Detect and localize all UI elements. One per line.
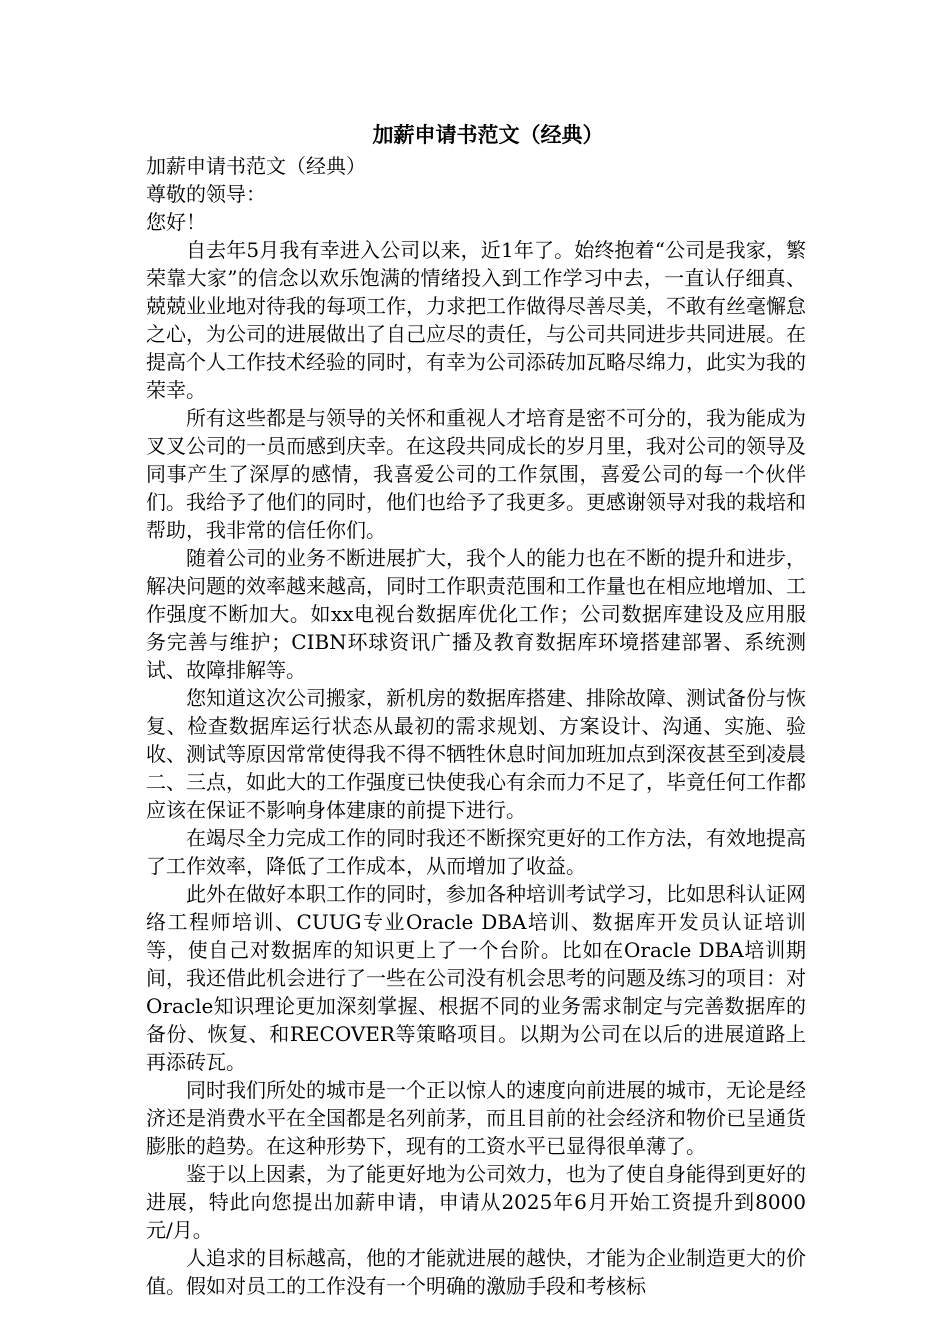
- document-page: [146, 118, 806, 1300]
- paragraph-7: 同时我们所处的城市是一个正以惊人的速度向前进展的城市，无论是经济还是消费水平在全国都是名列前茅，而且目前的社会经济和物价已呈通货膨胀的趋势。在这种形势下，现有的工资水平已显得很单薄了。: [146, 1078, 806, 1158]
- paragraph-5: 在竭尽全力完成工作的同时我还不断探究更好的工作方法，有效地提高了工作效率，降低了工作成本，从而增加了收益。: [146, 826, 806, 878]
- document-title: 加薪申请书范文（经典）: [372, 123, 604, 147]
- salutation: 尊敬的领导：: [146, 182, 266, 206]
- greeting: 您好！: [146, 210, 206, 234]
- paragraph-2: 所有这些都是与领导的关怀和重视人才培育是密不可分的，我为能成为叉叉公司的一员而感到庆幸。在这段共同成长的岁月里，我对公司的领导及同事产生了深厚的感情，我喜爱公司的工作氛围，喜爱公司的每一个伙伴们。我给予了他们的同时，他们也给予了我更多。更感谢领导对我的栽培和帮助，我非常的信任你们。: [146, 406, 806, 542]
- paragraph-4: 您知道这次公司搬家，新机房的数据库搭建、排除故障、测试备份与恢复、检查数据库运行状态从最初的需求规划、方案设计、沟通、实施、验收、测试等原因常常使得我不得不牺牲休息时间加班加点到深夜甚至到凌晨二、三点，如此大的工作强度已快使我心有余而力不足了，毕竟任何工作都应该在保证不影响身体建康的前提下进行。: [146, 686, 806, 822]
- paragraph-1: 自去年5月我有幸进入公司以来，近1年了。始终抱着“公司是我家，繁荣靠大家”的信念以欢乐饱满的情绪投入到工作学习中去，一直认仔细真、兢兢业业地对待我的每项工作，力求把工作做得尽善尽美，不敢有丝毫懈怠之心，为公司的进展做出了自己应尽的责任，与公司共同进步共同进展。在提高个人工作技术经验的同时，有幸为公司添砖加瓦略尽绵力，此实为我的荣幸。: [146, 238, 806, 402]
- paragraph-3: 随着公司的业务不断进展扩大，我个人的能力也在不断的提升和进步，解决问题的效率越来越高，同时工作职责范围和工作量也在相应地增加、工作强度不断加大。如xx电视台数据库优化工作；公司数据库建设及应用服务完善与维护；CIBN环球资讯广播及教育数据库环境搭建部署、系统测试、故障排解等。: [146, 546, 806, 682]
- paragraph-6: 此外在做好本职工作的同时，参加各种培训考试学习，比如思科认证网络工程师培训、CUUG专业Oracle DBA培训、数据库开发员认证培训等，使自己对数据库的知识更上了一个台阶。比如在Oracle DBA培训期间，我还借此机会进行了一些在公司没有机会思考的问题及练习的项目：对Oracle知识理论更加深刻掌握、根据不同的业务需求制定与完善数据库的备份、恢复、和RECOVER等策略项目。以期为公司在以后的进展道路上再添砖瓦。: [146, 882, 806, 1074]
- paragraph-8: 鉴于以上因素，为了能更好地为公司效力，也为了使自身能得到更好的进展，特此向您提出加薪申请，申请从2025年6月开始工资提升到8000元/月。: [146, 1162, 806, 1242]
- paragraph-9: 人追求的目标越高，他的才能就进展的越快，才能为企业制造更大的价值。假如对员工的工作没有一个明确的激励手段和考核标: [146, 1246, 806, 1298]
- document-subtitle: 加薪申请书范文（经典）: [146, 154, 366, 178]
